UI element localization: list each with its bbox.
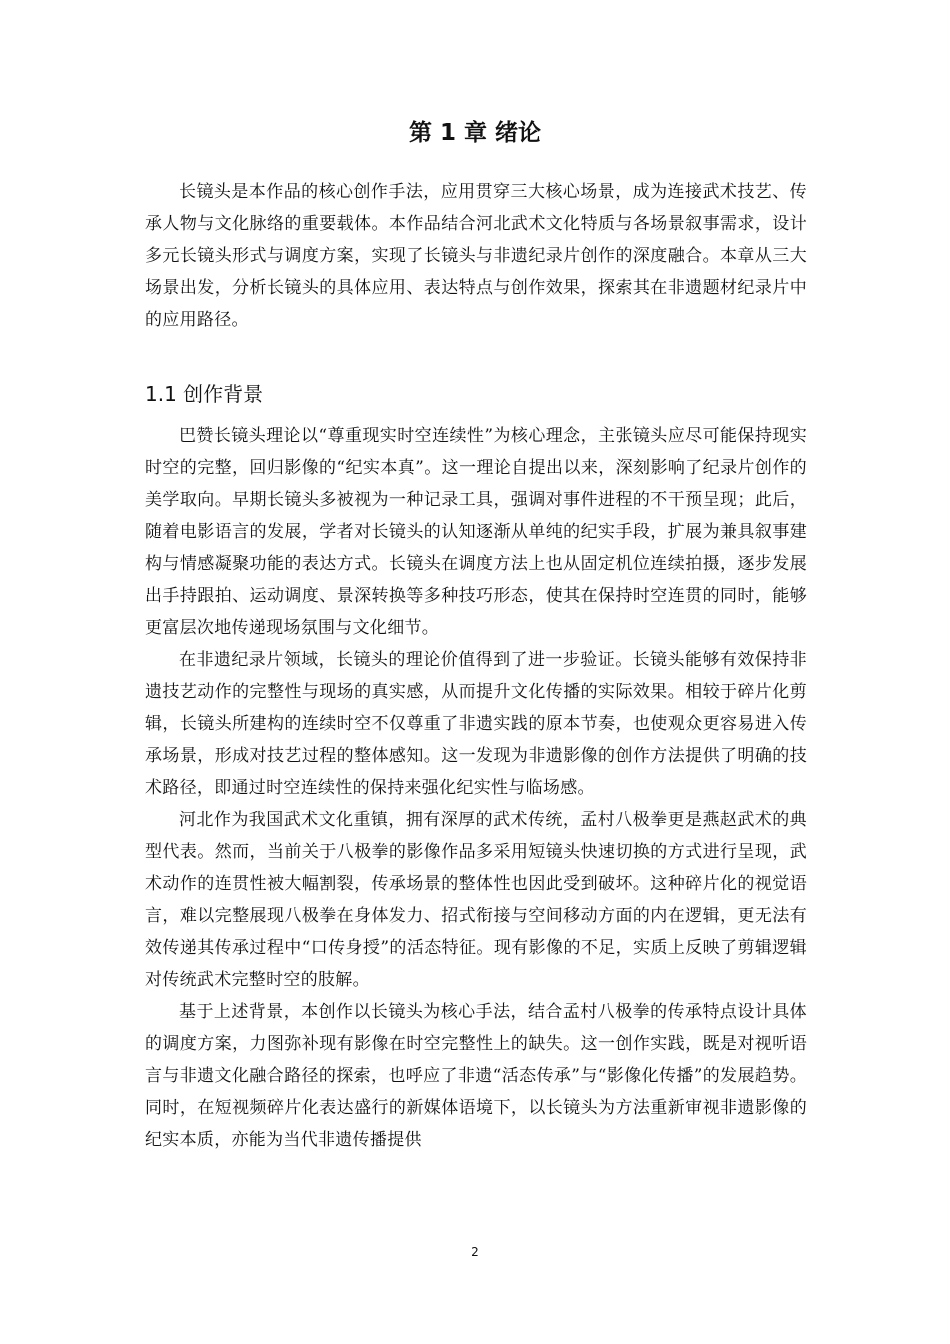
body-paragraph-4: 基于上述背景，本创作以长镜头为核心手法，结合孟村八极拳的传承特点设计具体的调度方案，力图弥补现有影像在时空完整性上的缺失。这一创作实践，既是对视听语言与非遗文化融合路径的探索，也呼应了非遗“活态传承”与“影像化传播”的发展趋势。同时，在短视频碎片化表达盛行的新媒体语境下，以长镜头为方法重新审视非遗影像的纪实本质，亦能为当代非遗传播提供 xyxy=(145,1002,807,1150)
section-title: 1.1 创作背景 xyxy=(145,382,264,406)
body-paragraph-1: 巴赞长镜头理论以“尊重现实时空连续性”为核心理念，主张镜头应尽可能保持现实时空的完整，回归影像的“纪实本真”。这一理论自提出以来，深刻影响了纪录片创作的美学取向。早期长镜头多被视为一种记录工具，强调对事件进程的不干预呈现；此后，随着电影语言的发展，学者对长镜头的认知逐渐从单纯的纪实手段，扩展为兼具叙事建构与情感凝聚功能的表达方式。长镜头在调度方法上也从固定机位连续拍摄，逐步发展出手持跟拍、运动调度、景深转换等多种技巧形态，使其在保持时空连贯的同时，能够更富层次地传递现场氛围与文化细节。 xyxy=(145,426,807,638)
body-paragraph-2: 在非遗纪录片领域，长镜头的理论价值得到了进一步验证。长镜头能够有效保持非遗技艺动作的完整性与现场的真实感，从而提升文化传播的实际效果。相较于碎片化剪辑，长镜头所建构的连续时空不仅尊重了非遗实践的原本节奏，也使观众更容易进入传承场景，形成对技艺过程的整体感知。这一发现为非遗影像的创作方法提供了明确的技术路径，即通过时空连续性的保持来强化纪实性与临场感。 xyxy=(145,650,807,798)
section-body xyxy=(145,420,807,1156)
intro-paragraph: 长镜头是本作品的核心创作手法，应用贯穿三大核心场景，成为连接武术技艺、传承人物与文化脉络的重要载体。本作品结合河北武术文化特质与各场景叙事需求，设计多元长镜头形式与调度方案，实现了长镜头与非遗纪录片创作的深度融合。本章从三大场景出发，分析长镜头的具体应用、表达特点与创作效果，探索其在非遗题材纪录片中的应用路径。 xyxy=(145,182,807,330)
page-number: 2 xyxy=(471,1245,479,1259)
chapter-intro xyxy=(145,176,807,336)
chapter-title: 第 1 章 绪论 xyxy=(408,120,542,146)
body-paragraph-3: 河北作为我国武术文化重镇，拥有深厚的武术传统，孟村八极拳更是燕赵武术的典型代表。然而，当前关于八极拳的影像作品多采用短镜头快速切换的方式进行呈现，武术动作的连贯性被大幅割裂，传承场景的整体性也因此受到破坏。这种碎片化的视觉语言，难以完整展现八极拳在身体发力、招式衔接与空间移动方面的内在逻辑，更无法有效传递其传承过程中“口传身授”的活态特征。现有影像的不足，实质上反映了剪辑逻辑对传统武术完整时空的肢解。 xyxy=(145,810,807,990)
